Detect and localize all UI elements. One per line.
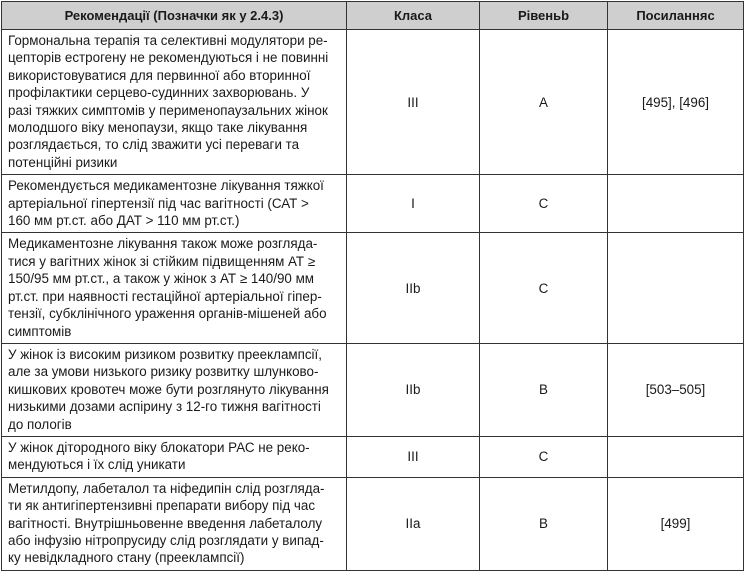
reference-cell: [495], [496] bbox=[608, 30, 744, 175]
recommendation-line: але за умови низького ризику розвитку шлунково- bbox=[8, 364, 319, 380]
header-level: Рівеньb bbox=[480, 2, 608, 30]
header-reference: Посиланняс bbox=[608, 2, 744, 30]
reference-cell bbox=[608, 175, 744, 233]
class-cell: IIb bbox=[347, 343, 480, 436]
recommendation-line: разі тяжких симптомів у перименопаузальних жінок bbox=[8, 102, 328, 118]
recommendation-cell bbox=[2, 30, 347, 175]
recommendation-line: цепторів естрогену не рекомендуються і не повинні bbox=[8, 50, 329, 66]
table-row bbox=[2, 436, 744, 477]
recommendation-line: 160 мм рт.ст. або ДАТ > 110 мм рт.ст.) bbox=[8, 213, 240, 229]
recommendation-line: рт.ст. при наявності гестаційної артеріальної гіпер- bbox=[8, 288, 322, 304]
recommendation-line: до пологів bbox=[8, 416, 72, 432]
recommendation-line: Рекомендується медикаментозне лікування тяжкої bbox=[8, 178, 324, 194]
level-cell: C bbox=[480, 233, 608, 343]
table-row bbox=[2, 30, 744, 175]
recommendation-line: Медикаментозне лікування також може розгляда- bbox=[8, 236, 318, 252]
recommendation-line: артеріальної гіпертензії під час вагітності (САТ > bbox=[8, 195, 309, 211]
class-cell: IIb bbox=[347, 233, 480, 343]
table-row bbox=[2, 175, 744, 233]
table-row bbox=[2, 233, 744, 343]
level-cell: A bbox=[480, 30, 608, 175]
recommendation-line: молодшого віку менопаузи, якщо таке лікування bbox=[8, 120, 308, 136]
recommendations-table bbox=[1, 1, 744, 571]
table-row bbox=[2, 343, 744, 436]
level-cell: B bbox=[480, 343, 608, 436]
recommendation-line: розглядається, то слід зважити усі переваги та bbox=[8, 137, 300, 153]
recommendation-line: профілактики серцево-судинних захворювань. У bbox=[8, 85, 310, 101]
recommendation-cell bbox=[2, 436, 347, 477]
level-cell: B bbox=[480, 477, 608, 570]
class-cell: III bbox=[347, 30, 480, 175]
class-cell: I bbox=[347, 175, 480, 233]
recommendation-line: або інфузію нітропрусиду слід розглядати у випад- bbox=[8, 532, 324, 548]
recommendation-line: низькими дозами аспірину з 12-го тижня вагітності bbox=[8, 399, 321, 415]
recommendation-cell bbox=[2, 175, 347, 233]
recommendation-line: вагітності. Внутрішньовенне введення лабеталолу bbox=[8, 515, 323, 531]
recommendation-line: мендуються і їх слід уникати bbox=[8, 457, 186, 473]
class-cell: III bbox=[347, 436, 480, 477]
table-header-row bbox=[2, 2, 744, 30]
recommendation-line: симптомів bbox=[8, 323, 72, 339]
level-cell: C bbox=[480, 175, 608, 233]
recommendation-line: У жінок із високим ризиком розвитку прееклампсії, bbox=[8, 346, 322, 362]
header-class: Класа bbox=[347, 2, 480, 30]
reference-cell bbox=[608, 436, 744, 477]
table-row bbox=[2, 477, 744, 570]
recommendation-line: 150/95 мм рт.ст., а також у жінок з АТ ≥ 140/90 мм bbox=[8, 271, 314, 287]
recommendation-line: тися у вагітних жінок зі стійким підвищенням АТ ≥ bbox=[8, 253, 316, 269]
recommendation-line: ку невідкладного стану (прееклампсії) bbox=[8, 550, 245, 566]
recommendation-line: кишкових кровотеч може бути розглянуто лікування bbox=[8, 381, 329, 397]
recommendation-line: Гормональна терапія та селективні модулятори ре- bbox=[8, 33, 328, 48]
header-recommendation: Рекомендації (Позначки як у 2.4.3) bbox=[2, 2, 347, 30]
recommendation-line: ти як антигіпертензивні препарати вибору під час bbox=[8, 498, 316, 514]
recommendation-line: тензії, субклінічного ураження органів-мішеней або bbox=[8, 306, 327, 322]
reference-cell bbox=[608, 233, 744, 343]
reference-cell: [503–505] bbox=[608, 343, 744, 436]
class-cell: IIa bbox=[347, 477, 480, 570]
level-cell: C bbox=[480, 436, 608, 477]
recommendation-line: використовуватися для первинної або вторинної bbox=[8, 67, 311, 83]
recommendation-line: потенційні ризики bbox=[8, 154, 118, 170]
reference-cell: [499] bbox=[608, 477, 744, 570]
recommendation-cell bbox=[2, 477, 347, 570]
recommendation-cell bbox=[2, 233, 347, 343]
recommendation-line: Метилдопу, лабеталол та ніфедипін слід розгляда- bbox=[8, 480, 325, 496]
recommendation-cell bbox=[2, 343, 347, 436]
recommendation-line: У жінок дітородного віку блокатори РАС не реко- bbox=[8, 439, 310, 455]
